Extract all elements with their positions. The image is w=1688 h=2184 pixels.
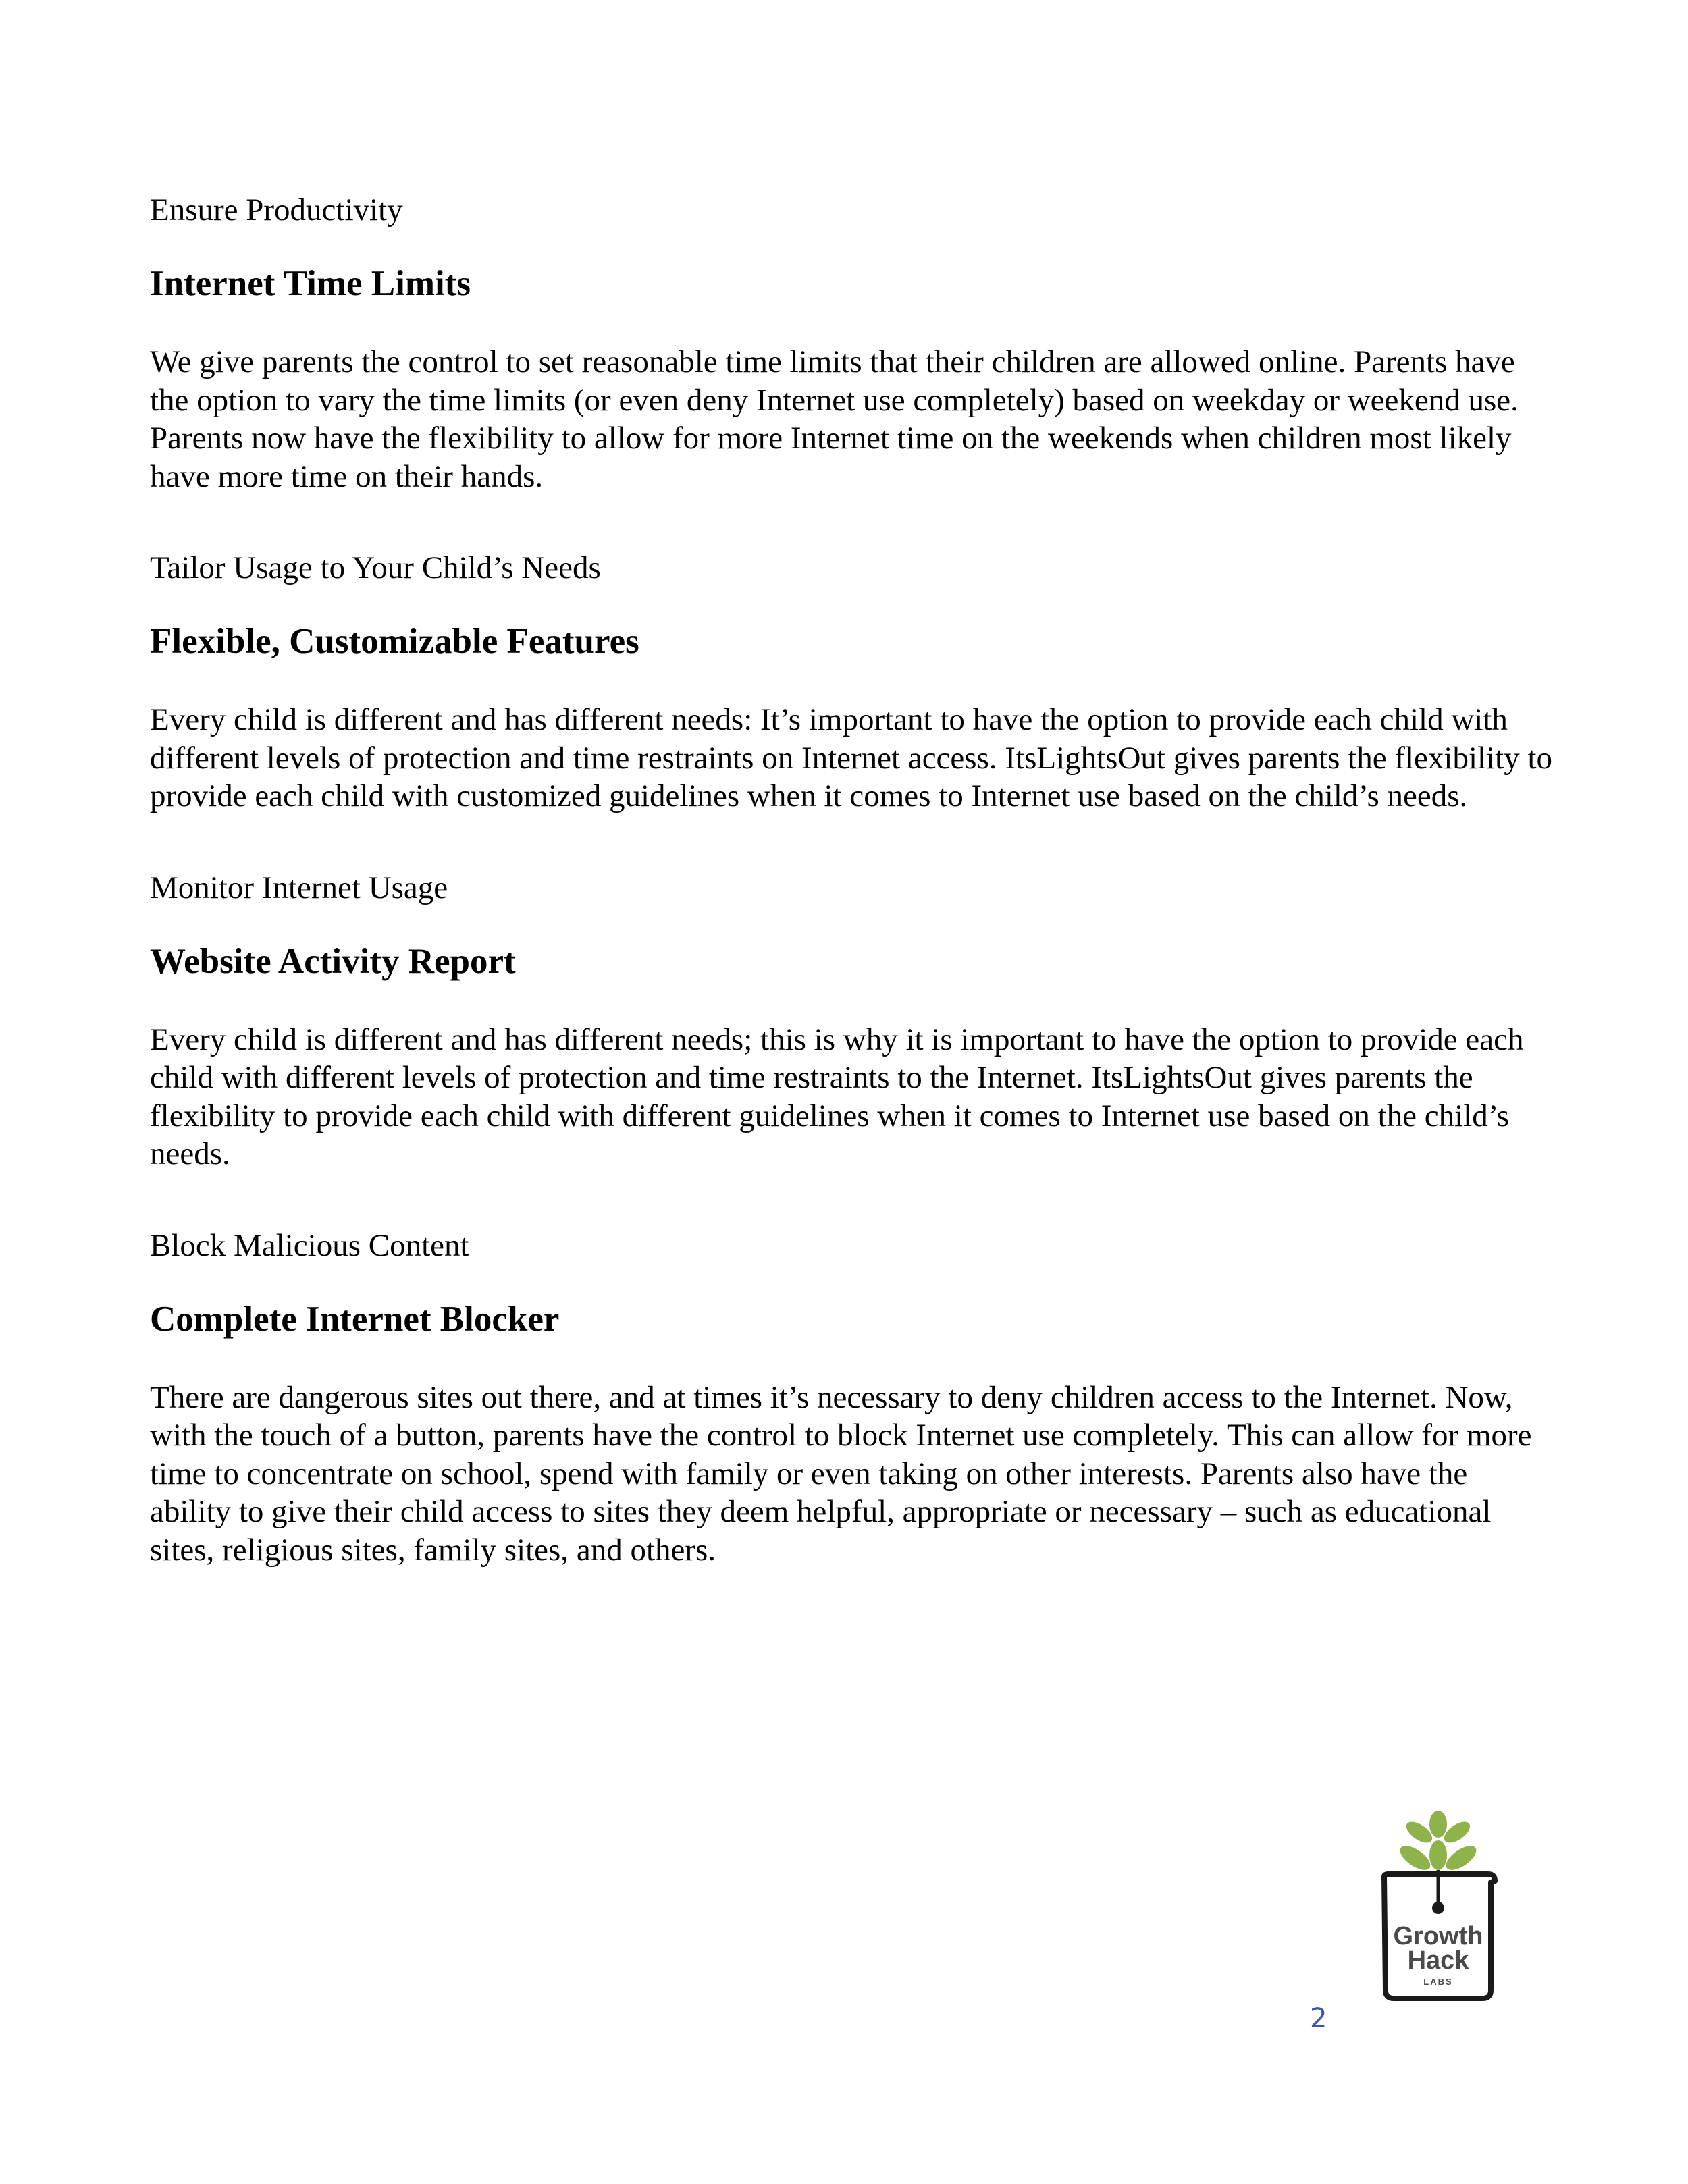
sprout-leaves-icon	[1396, 1811, 1480, 1875]
section-heading: Internet Time Limits	[150, 264, 471, 303]
sprout-seed-icon	[1432, 1902, 1444, 1914]
section-kicker: Block Malicious Content	[150, 1227, 469, 1263]
section-tailor-usage	[150, 548, 1554, 816]
section-kicker: Ensure Productivity	[150, 192, 403, 228]
section-productivity	[150, 190, 1554, 496]
section-block-content	[150, 1226, 1554, 1570]
section-body: Every child is different and has different needs; this is why it is important to have the option to provide each child with different levels of protection and time restraints to the Internet. ItsLightsOut gives parents the flexibility to provide each child with different guidelines when it comes to Internet use based on the child’s needs.	[150, 1021, 1524, 1171]
section-heading: Complete Internet Blocker	[150, 1299, 560, 1339]
section-monitor-usage	[150, 868, 1554, 1173]
page-number: 2	[1310, 2003, 1327, 2034]
section-heading: Website Activity Report	[150, 941, 516, 981]
logo-text-hack: Hack	[1407, 1946, 1469, 1975]
growth-hack-labs-logo	[1371, 1809, 1506, 2005]
section-heading: Flexible, Customizable Features	[150, 622, 639, 661]
section-body: Every child is different and has different needs: It’s important to have the option to provide each child with different levels of protection and time restraints on Internet access. ItsLightsOut gives parents the flexibility to provide each child with customized guidelines when it comes to Internet use based on the child’s needs.	[150, 702, 1552, 814]
section-kicker: Monitor Internet Usage	[150, 870, 448, 905]
document-content	[150, 190, 1554, 1569]
logo-text-labs: LABS	[1423, 1977, 1453, 1987]
section-kicker: Tailor Usage to Your Child’s Needs	[150, 550, 601, 585]
logo-text-growth: Growth	[1393, 1922, 1483, 1950]
section-body: There are dangerous sites out there, and at times it’s necessary to deny children access to the Internet. Now, with the touch of a button, parents have the control to block Internet use completely. This can allow for more time to concentrate on school, spend with family or even taking on other interests. Parents also have the ability to give their child access to sites they deem helpful, appropriate or necessary – such as educational sites, religious sites, family sites, and others.	[150, 1379, 1532, 1568]
section-body: We give parents the control to set reasonable time limits that their children are allowed online. Parents have the option to vary the time limits (or even deny Internet use completely) based on weekday or weekend use. Parents now have the flexibility to allow for more Internet time on the weekends when children most likely have more time on their hands.	[150, 344, 1519, 494]
